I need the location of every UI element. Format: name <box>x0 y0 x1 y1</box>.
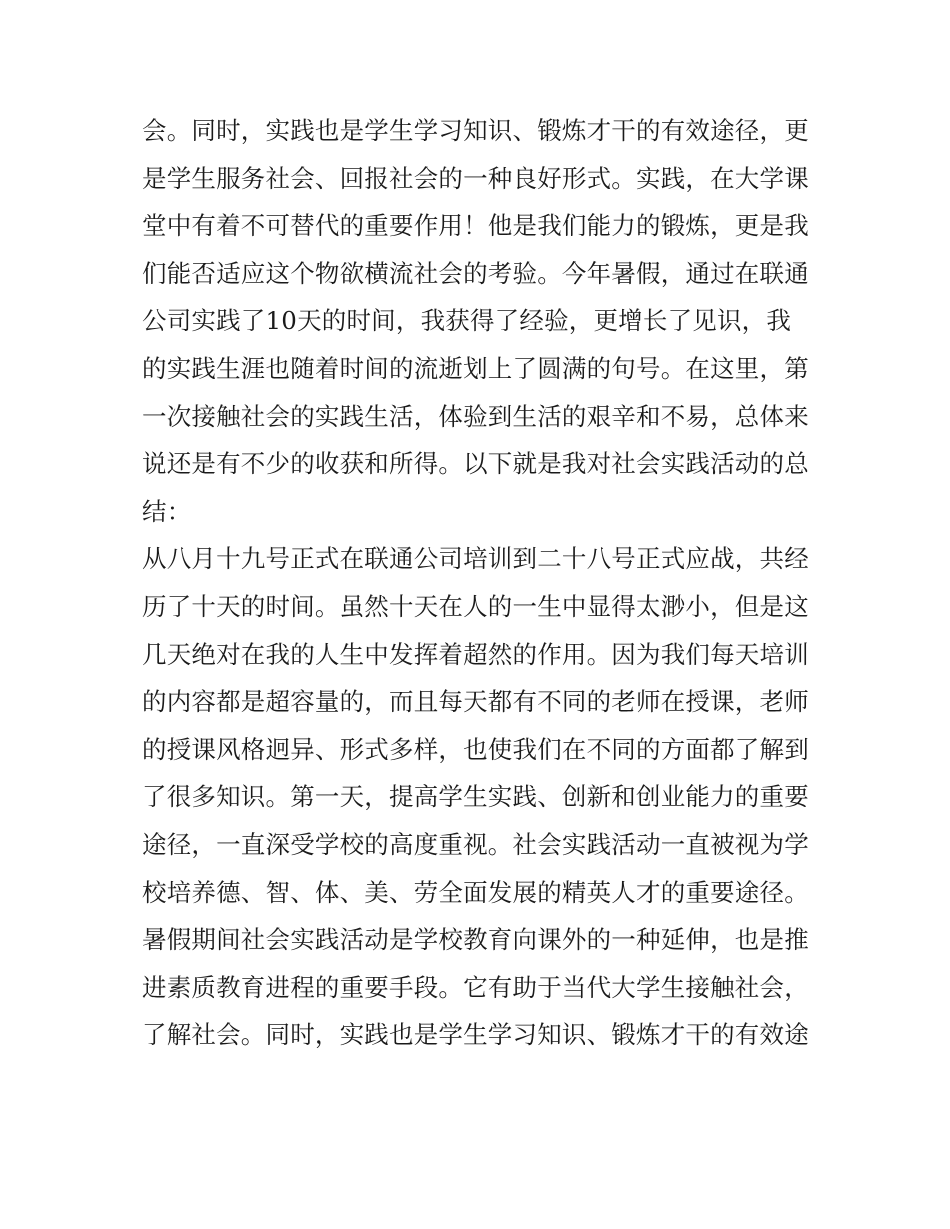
text-line: 历了十天的时间。虽然十天在人的一生中显得太渺小，但是这 <box>142 591 809 621</box>
text-line: 的内容都是超容量的，而且每天都有不同的老师在授课，老师 <box>142 687 809 717</box>
text-line: 堂中有着不可替代的重要作用！他是我们能力的锻炼，更是我 <box>142 211 809 241</box>
text-line: 是学生服务社会、回报社会的一种良好形式。实践，在大学课 <box>142 163 809 193</box>
text-line: 从八月十九号正式在联通公司培训到二十八号正式应战，共经 <box>142 544 809 574</box>
text-line: 结： <box>142 496 192 526</box>
text-line: 几天绝对在我的人生中发挥着超然的作用。因为我们每天培训 <box>142 639 809 669</box>
text-line: 了很多知识。第一天，提高学生实践、创新和创业能力的重要 <box>142 782 809 812</box>
body-text <box>142 107 822 1059</box>
text-line: 们能否适应这个物欲横流社会的考验。今年暑假，通过在联通 <box>142 258 809 288</box>
text-line: 说还是有不少的收获和所得。以下就是我对社会实践活动的总 <box>142 449 809 479</box>
text-line: 途径，一直深受学校的高度重视。社会实践活动一直被视为学 <box>142 829 809 859</box>
text-line: 的实践生涯也随着时间的流逝划上了圆满的句号。在这里，第 <box>142 353 809 383</box>
text-line: 进素质教育进程的重要手段。它有助于当代大学生接触社会， <box>142 972 809 1002</box>
text-line: 公司实践了10天的时间，我获得了经验，更增长了见识，我 <box>142 306 792 336</box>
text-line: 会。同时，实践也是学生学习知识、锻炼才干的有效途径，更 <box>142 116 809 145</box>
text-line: 暑假期间社会实践活动是学校教育向课外的一种延伸，也是推 <box>142 925 809 955</box>
text-line: 了解社会。同时，实践也是学生学习知识、锻炼才干的有效途 <box>142 1020 809 1050</box>
text-line: 的授课风格迥异、形式多样，也使我们在不同的方面都了解到 <box>142 734 809 764</box>
text-line: 校培养德、智、体、美、劳全面发展的精英人才的重要途径。 <box>142 877 809 907</box>
text-line: 一次接触社会的实践生活，体验到生活的艰辛和不易，总体来 <box>142 401 809 431</box>
